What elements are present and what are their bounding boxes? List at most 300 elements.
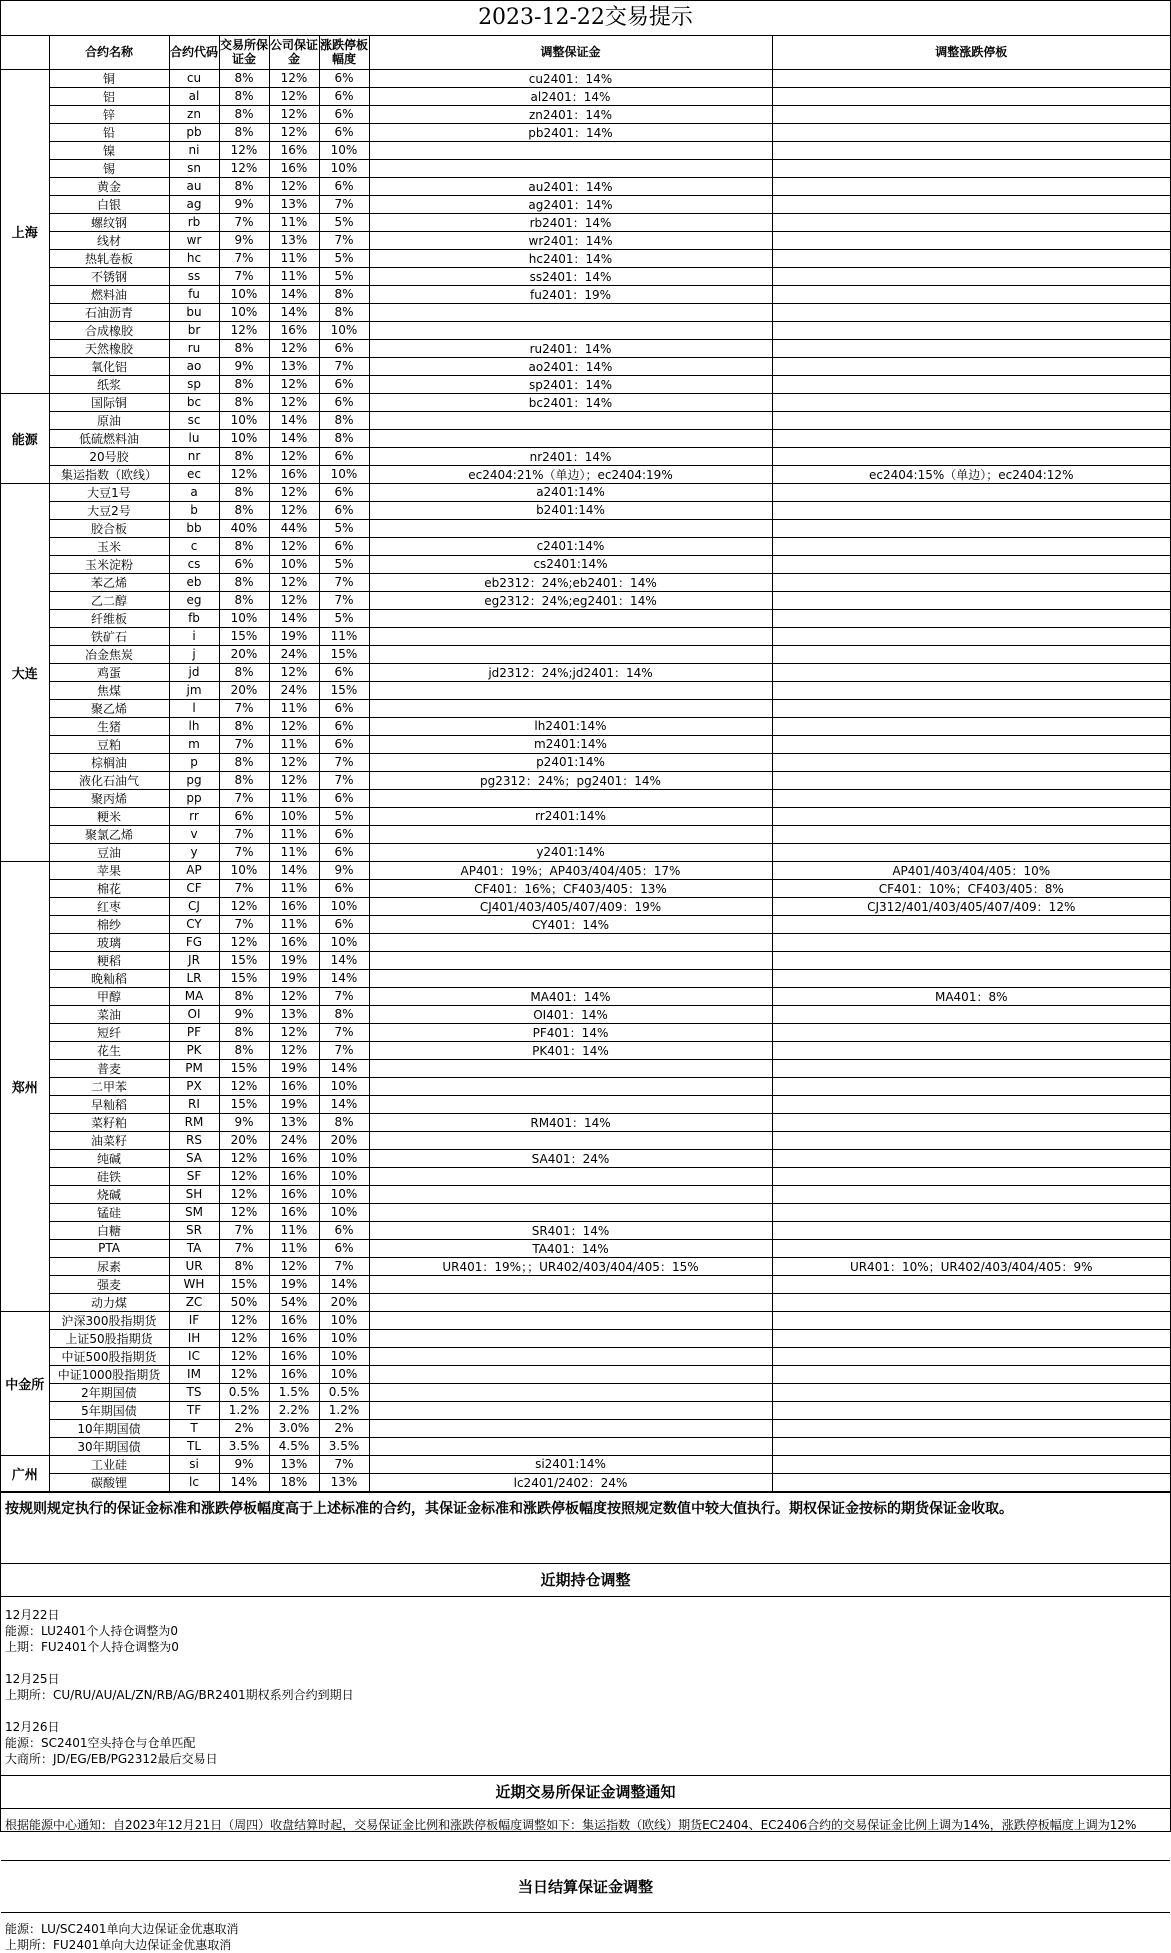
table-row (1, 1311, 1170, 1329)
adjusted-margin-cell: al2401：14% (369, 87, 772, 105)
price-limit-cell: 14% (319, 1059, 369, 1077)
company-margin-cell: 14% (269, 609, 319, 627)
table-row (1, 1437, 1170, 1455)
adjusted-limit-cell (772, 573, 1170, 591)
adjusted-limit-cell (772, 699, 1170, 717)
exchange-margin-cell: 10% (219, 861, 269, 879)
adjusted-margin-cell (369, 1131, 772, 1149)
table-row (1, 879, 1170, 897)
company-margin-cell: 12% (269, 573, 319, 591)
price-limit-cell: 1.2% (319, 1401, 369, 1419)
table-row (1, 537, 1170, 555)
adjusted-limit-cell (772, 663, 1170, 681)
position-line: 能源：LU2401个人持仓调整为0 (5, 1623, 179, 1638)
adjusted-limit-cell (772, 1365, 1170, 1383)
adjusted-limit-cell (772, 483, 1170, 501)
table-row (1, 231, 1170, 249)
table-row (1, 969, 1170, 987)
header-adjusted-limit: 调整涨跌停板 (772, 36, 1170, 69)
company-margin-cell: 14% (269, 411, 319, 429)
price-limit-cell: 15% (319, 645, 369, 663)
company-margin-cell: 11% (269, 879, 319, 897)
table-row (1, 411, 1170, 429)
price-limit-cell: 20% (319, 1131, 369, 1149)
adjusted-limit-cell (772, 321, 1170, 339)
contract-code-cell: m (169, 735, 219, 753)
company-margin-cell: 12% (269, 123, 319, 141)
adjusted-margin-cell (369, 519, 772, 537)
adjusted-margin-cell: OI401：14% (369, 1005, 772, 1023)
exchange-margin-cell: 8% (219, 717, 269, 735)
company-margin-cell: 11% (269, 213, 319, 231)
price-limit-cell: 10% (319, 159, 369, 177)
price-limit-cell: 10% (319, 1203, 369, 1221)
contract-code-cell: lc (169, 1473, 219, 1491)
adjusted-limit-cell (772, 357, 1170, 375)
company-margin-cell: 16% (269, 141, 319, 159)
company-margin-cell: 13% (269, 357, 319, 375)
company-margin-cell: 14% (269, 303, 319, 321)
adjusted-limit-cell (772, 1077, 1170, 1095)
price-limit-cell: 6% (319, 825, 369, 843)
contract-name-cell: 合成橡胶 (49, 321, 169, 339)
company-margin-cell: 16% (269, 159, 319, 177)
adjusted-limit-cell (772, 1239, 1170, 1257)
exchange-margin-cell: 7% (219, 699, 269, 717)
company-margin-cell: 16% (269, 321, 319, 339)
adjusted-limit-cell (772, 1023, 1170, 1041)
contract-name-cell: 焦煤 (49, 681, 169, 699)
position-date: 12月26日 (5, 1719, 60, 1734)
adjusted-limit-cell: ec2404:15%（单边）；ec2404:12% (772, 465, 1170, 483)
price-limit-cell: 14% (319, 1275, 369, 1293)
contract-name-cell: 油菜籽 (49, 1131, 169, 1149)
adjusted-limit-cell: MA401：8% (772, 987, 1170, 1005)
contract-code-cell: sp (169, 375, 219, 393)
adjusted-limit-cell (772, 951, 1170, 969)
exchange-margin-cell: 8% (219, 1257, 269, 1275)
table-row (1, 375, 1170, 393)
contract-code-cell: bb (169, 519, 219, 537)
exchange-margin-cell: 12% (219, 1329, 269, 1347)
contract-code-cell: ss (169, 267, 219, 285)
contract-name-cell: 玉米 (49, 537, 169, 555)
company-margin-cell: 19% (269, 969, 319, 987)
exchange-margin-cell: 1.2% (219, 1401, 269, 1419)
contract-name-cell: 5年期国债 (49, 1401, 169, 1419)
contract-name-cell: 菜籽粕 (49, 1113, 169, 1131)
price-limit-cell: 6% (319, 447, 369, 465)
table-row (1, 861, 1170, 879)
contract-name-cell: 铅 (49, 123, 169, 141)
adjusted-limit-cell (772, 231, 1170, 249)
contract-code-cell: TA (169, 1239, 219, 1257)
exchange-margin-cell: 20% (219, 1131, 269, 1149)
adjusted-margin-cell: lh2401:14% (369, 717, 772, 735)
price-limit-cell: 9% (319, 861, 369, 879)
block-spacer (5, 1703, 1166, 1719)
company-margin-cell: 19% (269, 1095, 319, 1113)
adjusted-limit-cell (772, 267, 1170, 285)
contract-name-cell: 胶合板 (49, 519, 169, 537)
company-margin-cell: 44% (269, 519, 319, 537)
exchange-margin-cell: 8% (219, 591, 269, 609)
table-row (1, 933, 1170, 951)
table-row (1, 1059, 1170, 1077)
adjusted-margin-cell: cu2401：14% (369, 69, 772, 87)
adjusted-margin-cell: SA401：24% (369, 1149, 772, 1167)
adjusted-margin-cell (369, 1167, 772, 1185)
company-margin-cell: 12% (269, 177, 319, 195)
table-row (1, 1185, 1170, 1203)
table-row (1, 627, 1170, 645)
price-limit-cell: 6% (319, 735, 369, 753)
adjusted-margin-cell: ss2401：14% (369, 267, 772, 285)
adjusted-margin-cell: MA401：14% (369, 987, 772, 1005)
contract-name-cell: 中证500股指期货 (49, 1347, 169, 1365)
adjusted-margin-cell (369, 627, 772, 645)
price-limit-cell: 10% (319, 933, 369, 951)
adjusted-margin-cell: ru2401：14% (369, 339, 772, 357)
contract-code-cell: PF (169, 1023, 219, 1041)
contract-name-cell: 线材 (49, 231, 169, 249)
table-row (1, 1365, 1170, 1383)
price-limit-cell: 6% (319, 375, 369, 393)
exchange-margin-cell: 12% (219, 159, 269, 177)
exchange-margin-cell: 9% (219, 1455, 269, 1473)
company-margin-cell: 11% (269, 1221, 319, 1239)
adjusted-limit-cell (772, 1383, 1170, 1401)
contract-code-cell: b (169, 501, 219, 519)
contract-name-cell: 乙二醇 (49, 591, 169, 609)
contract-name-cell: 低硫燃料油 (49, 429, 169, 447)
price-limit-cell: 7% (319, 987, 369, 1005)
price-limit-cell: 5% (319, 249, 369, 267)
company-margin-cell: 16% (269, 465, 319, 483)
price-limit-cell: 5% (319, 213, 369, 231)
company-margin-cell: 18% (269, 1473, 319, 1491)
table-row (1, 843, 1170, 861)
settlement-line: 上期所：FU2401单向大边保证金优惠取消 (5, 1937, 232, 1952)
contract-name-cell: 黄金 (49, 177, 169, 195)
adjusted-margin-cell (369, 1347, 772, 1365)
company-margin-cell: 13% (269, 1113, 319, 1131)
price-limit-cell: 7% (319, 1257, 369, 1275)
adjusted-margin-cell (369, 1095, 772, 1113)
price-limit-cell: 10% (319, 1077, 369, 1095)
contract-code-cell: ao (169, 357, 219, 375)
table-row (1, 1257, 1170, 1275)
adjusted-margin-cell: p2401:14% (369, 753, 772, 771)
company-margin-cell: 13% (269, 231, 319, 249)
adjusted-limit-cell (772, 825, 1170, 843)
exchange-margin-cell: 12% (219, 465, 269, 483)
price-limit-cell: 10% (319, 1311, 369, 1329)
exchange-margin-cell: 8% (219, 1041, 269, 1059)
exchange-margin-cell: 12% (219, 321, 269, 339)
company-margin-cell: 12% (269, 1257, 319, 1275)
price-limit-cell: 7% (319, 753, 369, 771)
adjusted-margin-cell: jd2312：24%;jd2401：14% (369, 663, 772, 681)
exchange-margin-cell: 12% (219, 1311, 269, 1329)
adjusted-limit-cell (772, 1293, 1170, 1311)
contract-name-cell: 苹果 (49, 861, 169, 879)
adjusted-limit-cell (772, 1059, 1170, 1077)
contract-code-cell: TF (169, 1401, 219, 1419)
adjusted-margin-cell: eb2312：24%;eb2401：14% (369, 573, 772, 591)
table-row (1, 1383, 1170, 1401)
table-row (1, 735, 1170, 753)
price-limit-cell: 6% (319, 699, 369, 717)
adjusted-margin-cell: si2401:14% (369, 1455, 772, 1473)
adjusted-margin-cell (369, 1437, 772, 1455)
contract-code-cell: IM (169, 1365, 219, 1383)
contract-code-cell: si (169, 1455, 219, 1473)
exchange-margin-cell: 8% (219, 501, 269, 519)
contract-name-cell: 晚籼稻 (49, 969, 169, 987)
company-margin-cell: 16% (269, 1329, 319, 1347)
adjusted-margin-cell: ec2404:21%（单边）；ec2404:19% (369, 465, 772, 483)
adjusted-limit-cell (772, 555, 1170, 573)
exchange-margin-cell: 8% (219, 663, 269, 681)
contract-name-cell: 棉花 (49, 879, 169, 897)
adjusted-margin-cell (369, 1275, 772, 1293)
exchange-margin-cell: 7% (219, 213, 269, 231)
company-margin-cell: 11% (269, 789, 319, 807)
adjusted-margin-cell (369, 1203, 772, 1221)
adjusted-limit-cell (772, 1221, 1170, 1239)
contract-name-cell: 菜油 (49, 1005, 169, 1023)
adjusted-margin-cell (369, 969, 772, 987)
price-limit-cell: 7% (319, 1455, 369, 1473)
table-row (1, 393, 1170, 411)
adjusted-limit-cell (772, 339, 1170, 357)
contract-code-cell: SH (169, 1185, 219, 1203)
company-margin-cell: 19% (269, 627, 319, 645)
contract-code-cell: T (169, 1419, 219, 1437)
price-limit-cell: 10% (319, 141, 369, 159)
adjusted-margin-cell: ao2401：14% (369, 357, 772, 375)
contract-name-cell: 豆油 (49, 843, 169, 861)
exchange-margin-cell: 8% (219, 375, 269, 393)
settlement-section-body (1, 1913, 1170, 1953)
contract-name-cell: 30年期国债 (49, 1437, 169, 1455)
adjusted-limit-cell (772, 933, 1170, 951)
adjusted-limit-cell (772, 1167, 1170, 1185)
price-limit-cell: 6% (319, 843, 369, 861)
table-row (1, 717, 1170, 735)
exchange-margin-cell: 12% (219, 1149, 269, 1167)
contract-name-cell: 硅铁 (49, 1167, 169, 1185)
company-margin-cell: 11% (269, 267, 319, 285)
company-margin-cell: 24% (269, 1131, 319, 1149)
contract-name-cell: 20号胶 (49, 447, 169, 465)
adjusted-margin-cell: cs2401:14% (369, 555, 772, 573)
adjusted-limit-cell (772, 195, 1170, 213)
table-row (1, 1203, 1170, 1221)
table-row (1, 987, 1170, 1005)
contract-code-cell: SF (169, 1167, 219, 1185)
table-row (1, 951, 1170, 969)
adjusted-margin-cell: pb2401：14% (369, 123, 772, 141)
adjusted-limit-cell (772, 393, 1170, 411)
adjusted-limit-cell (772, 213, 1170, 231)
contract-code-cell: SM (169, 1203, 219, 1221)
price-limit-cell: 14% (319, 951, 369, 969)
table-row (1, 357, 1170, 375)
price-limit-cell: 7% (319, 591, 369, 609)
exchange-margin-cell: 10% (219, 285, 269, 303)
exchange-margin-cell: 12% (219, 141, 269, 159)
contract-code-cell: sc (169, 411, 219, 429)
contract-name-cell: 粳米 (49, 807, 169, 825)
adjusted-margin-cell (369, 789, 772, 807)
contract-code-cell: i (169, 627, 219, 645)
exchange-margin-cell: 10% (219, 303, 269, 321)
adjusted-margin-cell: a2401:14% (369, 483, 772, 501)
company-margin-cell: 16% (269, 1347, 319, 1365)
company-margin-cell: 24% (269, 645, 319, 663)
contract-name-cell: 聚丙烯 (49, 789, 169, 807)
price-limit-cell: 13% (319, 1473, 369, 1491)
adjusted-limit-cell (772, 843, 1170, 861)
header-price-limit: 涨跌停板幅度 (319, 36, 369, 69)
price-limit-cell: 6% (319, 393, 369, 411)
table-row (1, 1041, 1170, 1059)
contract-code-cell: eb (169, 573, 219, 591)
adjusted-limit-cell (772, 1131, 1170, 1149)
adjusted-limit-cell (772, 1311, 1170, 1329)
exchange-margin-cell: 8% (219, 393, 269, 411)
company-margin-cell: 16% (269, 1149, 319, 1167)
contract-code-cell: OI (169, 1005, 219, 1023)
price-limit-cell: 6% (319, 663, 369, 681)
contract-code-cell: fu (169, 285, 219, 303)
adjusted-limit-cell: AP401/403/404/405：10% (772, 861, 1170, 879)
contract-name-cell: 聚氯乙烯 (49, 825, 169, 843)
price-limit-cell: 7% (319, 771, 369, 789)
contract-code-cell: jd (169, 663, 219, 681)
exchange-margin-cell: 12% (219, 1365, 269, 1383)
table-row (1, 87, 1170, 105)
table-row (1, 1329, 1170, 1347)
contract-code-cell: nr (169, 447, 219, 465)
exchange-cell: 能源 (1, 393, 49, 483)
position-date: 12月22日 (5, 1607, 60, 1622)
company-margin-cell: 12% (269, 501, 319, 519)
table-row (1, 1221, 1170, 1239)
adjusted-limit-cell (772, 1419, 1170, 1437)
company-margin-cell: 3.0% (269, 1419, 319, 1437)
contract-code-cell: RM (169, 1113, 219, 1131)
adjusted-margin-cell (369, 1401, 772, 1419)
exchange-margin-cell: 7% (219, 915, 269, 933)
company-margin-cell: 10% (269, 555, 319, 573)
table-row (1, 681, 1170, 699)
table-row (1, 825, 1170, 843)
table-row (1, 1167, 1170, 1185)
contract-name-cell: 螺纹钢 (49, 213, 169, 231)
exchange-cell: 郑州 (1, 861, 49, 1311)
contract-code-cell: CJ (169, 897, 219, 915)
company-margin-cell: 14% (269, 861, 319, 879)
adjusted-margin-cell (369, 1185, 772, 1203)
company-margin-cell: 16% (269, 1203, 319, 1221)
exchange-cell: 广州 (1, 1455, 49, 1491)
contract-code-cell: eg (169, 591, 219, 609)
contract-code-cell: cs (169, 555, 219, 573)
adjusted-margin-cell: AP401：19%；AP403/404/405：17% (369, 861, 772, 879)
position-date: 12月25日 (5, 1671, 60, 1686)
exchange-margin-cell: 15% (219, 969, 269, 987)
table-row (1, 789, 1170, 807)
company-margin-cell: 12% (269, 375, 319, 393)
exchange-margin-cell: 20% (219, 645, 269, 663)
adjusted-limit-cell: CJ312/401/403/405/407/409：12% (772, 897, 1170, 915)
price-limit-cell: 2% (319, 1419, 369, 1437)
company-margin-cell: 19% (269, 1059, 319, 1077)
contract-name-cell: 石油沥青 (49, 303, 169, 321)
company-margin-cell: 24% (269, 681, 319, 699)
table-row (1, 339, 1170, 357)
adjusted-limit-cell (772, 681, 1170, 699)
table-row (1, 519, 1170, 537)
price-limit-cell: 5% (319, 555, 369, 573)
adjusted-limit-cell (772, 375, 1170, 393)
adjusted-margin-cell (369, 609, 772, 627)
exchange-notice-text: 根据能源中心通知：自2023年12月21日（周四）收盘结算时起，交易保证金比例和涨跌停板幅度调整如下：集运指数（欧线）期货EC2404、EC2406合约的交易保证金比例上调为14%，涨跌停板幅度上调为12% (1, 1809, 1170, 1861)
company-margin-cell: 1.5% (269, 1383, 319, 1401)
exchange-margin-cell: 10% (219, 411, 269, 429)
adjusted-margin-cell (369, 1077, 772, 1095)
exchange-margin-cell: 40% (219, 519, 269, 537)
contract-name-cell: 鸡蛋 (49, 663, 169, 681)
price-limit-cell: 5% (319, 267, 369, 285)
price-limit-cell: 8% (319, 1005, 369, 1023)
contract-name-cell: 烧碱 (49, 1185, 169, 1203)
adjusted-limit-cell (772, 591, 1170, 609)
adjusted-margin-cell (369, 1419, 772, 1437)
exchange-margin-cell: 6% (219, 555, 269, 573)
contract-name-cell: 锰硅 (49, 1203, 169, 1221)
contract-name-cell: 上证50股指期货 (49, 1329, 169, 1347)
exchange-margin-cell: 8% (219, 573, 269, 591)
table-row (1, 1239, 1170, 1257)
contract-code-cell: c (169, 537, 219, 555)
table-row (1, 285, 1170, 303)
adjusted-limit-cell (772, 87, 1170, 105)
exchange-margin-cell: 8% (219, 87, 269, 105)
contract-code-cell: IC (169, 1347, 219, 1365)
table-row (1, 753, 1170, 771)
adjusted-margin-cell: ag2401：14% (369, 195, 772, 213)
adjusted-margin-cell: RM401：14% (369, 1113, 772, 1131)
contract-code-cell: MA (169, 987, 219, 1005)
adjusted-margin-cell (369, 681, 772, 699)
table-row (1, 1005, 1170, 1023)
adjusted-margin-cell: nr2401：14% (369, 447, 772, 465)
exchange-margin-cell: 7% (219, 879, 269, 897)
exchange-margin-cell: 7% (219, 789, 269, 807)
table-row (1, 1347, 1170, 1365)
table-row (1, 105, 1170, 123)
exchange-cell: 中金所 (1, 1311, 49, 1455)
position-section-body (1, 1597, 1170, 1776)
adjusted-limit-cell (772, 501, 1170, 519)
adjusted-limit-cell (772, 1005, 1170, 1023)
adjusted-limit-cell: UR401：10%；UR402/403/404/405：9% (772, 1257, 1170, 1275)
price-limit-cell: 6% (319, 123, 369, 141)
